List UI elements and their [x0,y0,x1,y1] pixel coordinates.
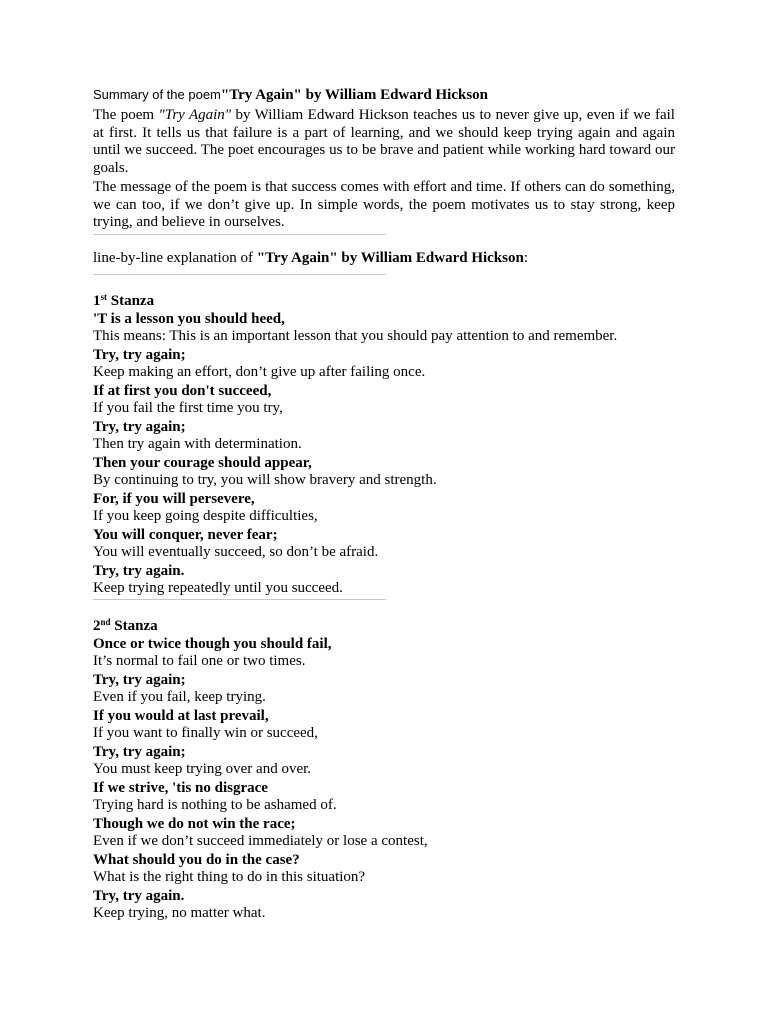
line-explanation: You must keep trying over and over. [93,760,312,777]
line-explanation: If you keep going despite difficulties, [93,507,318,524]
summary-paragraph-1 [93,107,675,177]
poem-line: 'T is a lesson you should heed, [93,310,285,327]
poem-line: For, if you will persevere, [93,490,255,507]
poem-line: Try, try again. [93,562,185,579]
verse-pair [93,383,675,417]
verse-pair [93,780,675,814]
explanation-heading-lead: line-by-line explanation of [93,249,257,266]
verse-pair [93,563,675,597]
stanza-ordinal: nd [100,616,111,627]
verse-pair [93,455,675,489]
line-explanation: It’s normal to fail one or two times. [93,652,306,669]
verse-pair [93,636,675,670]
poem-line: Try, try again; [93,418,186,435]
line-explanation: What is the right thing to do in this situation? [93,868,366,885]
poem-line: Try, try again; [93,346,186,363]
poem-line: What should you do in the case? [93,851,300,868]
line-explanation: If you fail the first time you try, [93,399,283,416]
poem-line: Once or twice though you should fail, [93,635,332,652]
document-page [93,86,675,924]
explanation-heading [93,249,675,267]
line-explanation: Keep trying, no matter what. [93,904,266,921]
stanza-number: 1 [93,292,101,309]
poem-line: If at first you don't succeed, [93,382,272,399]
stanza-2-heading [93,617,675,635]
line-explanation: By continuing to try, you will show bravery and strength. [93,471,437,488]
verse-pair [93,888,675,922]
stanza-2-lines [93,636,675,922]
verse-pair [93,852,675,886]
verse-pair [93,816,675,850]
verse-pair [93,527,675,561]
verse-pair [93,708,675,742]
line-explanation: Keep making an effort, don’t give up after failing once. [93,363,426,380]
divider [93,599,386,600]
summary-paragraph-2: The message of the poem is that success comes with effort and time. If others can do something, we can too, if we don’t give up. In simple words, the poem motivates us to stay strong, keep trying, and believe in ourselves. [93,179,675,230]
divider [93,234,386,235]
verse-pair [93,744,675,778]
verse-pair [93,311,675,345]
summary-para1-poem-title: "Try Again" [158,107,232,123]
summary-heading-title: "Try Again" by William Edward Hickson [220,87,489,103]
poem-line: If we strive, 'tis no disgrace [93,779,268,796]
explanation-heading-title: "Try Again" by William Edward Hickson [256,249,524,266]
stanza-number: 2 [93,617,101,634]
summary-heading [93,86,675,104]
poem-line: Though we do not win the race; [93,815,296,832]
line-explanation: Keep trying repeatedly until you succeed. [93,579,343,596]
line-explanation: This means: This is an important lesson that you should pay attention to and remember. [93,327,618,344]
poem-line: You will conquer, never fear; [93,526,278,543]
summary-heading-lead: Summary of the poem [93,87,221,102]
divider [93,274,386,275]
summary-para1-start: The poem [93,107,159,123]
line-explanation: Then try again with determination. [93,435,302,452]
poem-line: Try, try again. [93,887,185,904]
line-explanation: Even if you fail, keep trying. [93,688,266,705]
line-explanation: Even if we don’t succeed immediately or lose a contest, [93,832,428,849]
poem-line: Then your courage should appear, [93,454,312,471]
stanza-1-lines [93,311,675,597]
verse-pair [93,491,675,525]
poem-line: Try, try again; [93,671,186,688]
line-explanation: You will eventually succeed, so don’t be afraid. [93,543,379,560]
poem-line: Try, try again; [93,743,186,760]
stanza-label: Stanza [107,292,155,309]
summary-para1-rest: by William Edward Hickson teaches us to never give up, even if we fail at first. It tells us that failure is a part of learning, and we should keep trying again and again until we succeed. The poet encourages us to be brave and patient while working hard toward our goals. [93,107,675,176]
verse-pair [93,347,675,381]
line-explanation: Trying hard is nothing to be ashamed of. [93,796,337,813]
verse-pair [93,672,675,706]
verse-pair [93,419,675,453]
line-explanation: If you want to finally win or succeed, [93,724,318,741]
explanation-heading-colon: : [523,249,529,266]
stanza-ordinal: st [100,291,107,302]
stanza-label: Stanza [110,617,158,634]
poem-line: If you would at last prevail, [93,707,269,724]
stanza-1-heading [93,292,675,310]
